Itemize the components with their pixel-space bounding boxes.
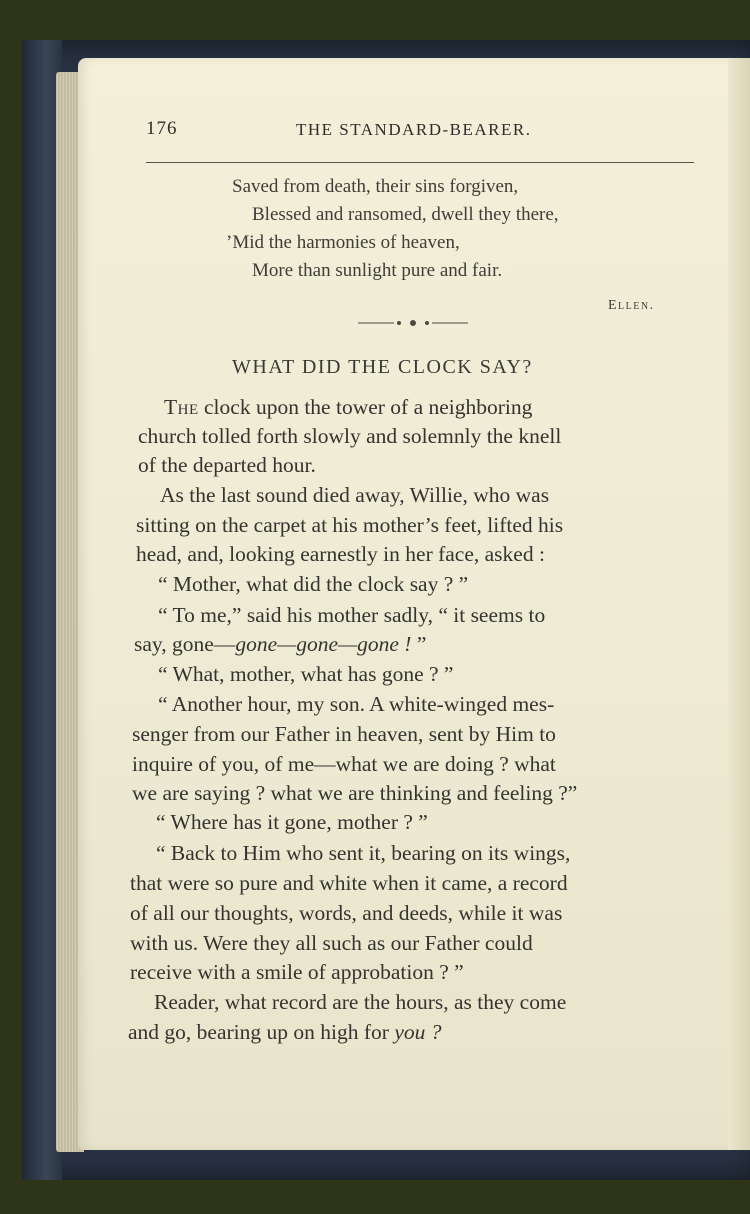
text-line: As the last sound died away, Willie, who was bbox=[160, 483, 550, 507]
text-span: say, gone— bbox=[134, 632, 236, 656]
text-line: that were so pure and white when it came, a record bbox=[130, 871, 568, 895]
text-line: Reader, what record are the hours, as they come bbox=[154, 990, 567, 1014]
poem-line: Blessed and ransomed, dwell they there, bbox=[252, 204, 559, 225]
text-line: with us. Were they all such as our Father could bbox=[130, 931, 533, 955]
text-span: ” bbox=[411, 632, 427, 656]
italic-span: you ? bbox=[394, 1020, 442, 1044]
text-line bbox=[164, 395, 532, 420]
text-line: senger from our Father in heaven, sent by Him to bbox=[132, 722, 556, 746]
text-line: “ To me,” said his mother sadly, “ it seems to bbox=[158, 603, 546, 627]
text-line: “ Another hour, my son. A white-winged mes- bbox=[158, 692, 555, 716]
text-line: “ Where has it gone, mother ? ” bbox=[156, 810, 428, 834]
text-span: and go, bearing up on high for bbox=[128, 1020, 395, 1044]
text-line: “ What, mother, what has gone ? ” bbox=[158, 662, 454, 686]
book-title: THE STANDARD-BEARER. bbox=[296, 120, 532, 139]
poem-line: More than sunlight pure and fair. bbox=[252, 260, 503, 281]
text-line: head, and, looking earnestly in her face, asked : bbox=[136, 542, 545, 566]
text-line: church tolled forth slowly and solemnly the knell bbox=[138, 424, 562, 448]
page-number: 176 bbox=[146, 118, 178, 139]
text-line bbox=[128, 1020, 441, 1045]
section-heading: WHAT DID THE CLOCK SAY? bbox=[232, 356, 533, 378]
text-line: inquire of you, of me—what we are doing ? what bbox=[132, 752, 556, 776]
poem-line: ’Mid the harmonies of heaven, bbox=[226, 232, 460, 253]
text-line: “ Mother, what did the clock say ? ” bbox=[158, 572, 469, 596]
text-line: of the departed hour. bbox=[138, 453, 316, 477]
poem-line: Saved from death, their sins forgiven, bbox=[232, 176, 519, 197]
text-line: “ Back to Him who sent it, bearing on its wings, bbox=[156, 841, 571, 865]
text-line: we are saying ? what we are thinking and feeling ?” bbox=[132, 781, 578, 805]
poem-signature-text: Ellen. bbox=[608, 298, 655, 313]
text-line: sitting on the carpet at his mother’s feet, lifted his bbox=[136, 513, 564, 537]
text-line: receive with a smile of approbation ? ” bbox=[130, 960, 464, 984]
text-span: clock upon the tower of a neighboring bbox=[198, 395, 533, 419]
text-line: of all our thoughts, words, and deeds, while it was bbox=[130, 901, 563, 925]
italic-span: gone—gone—gone ! bbox=[235, 632, 412, 656]
drop-word: The bbox=[164, 395, 199, 419]
text-line bbox=[134, 632, 426, 657]
